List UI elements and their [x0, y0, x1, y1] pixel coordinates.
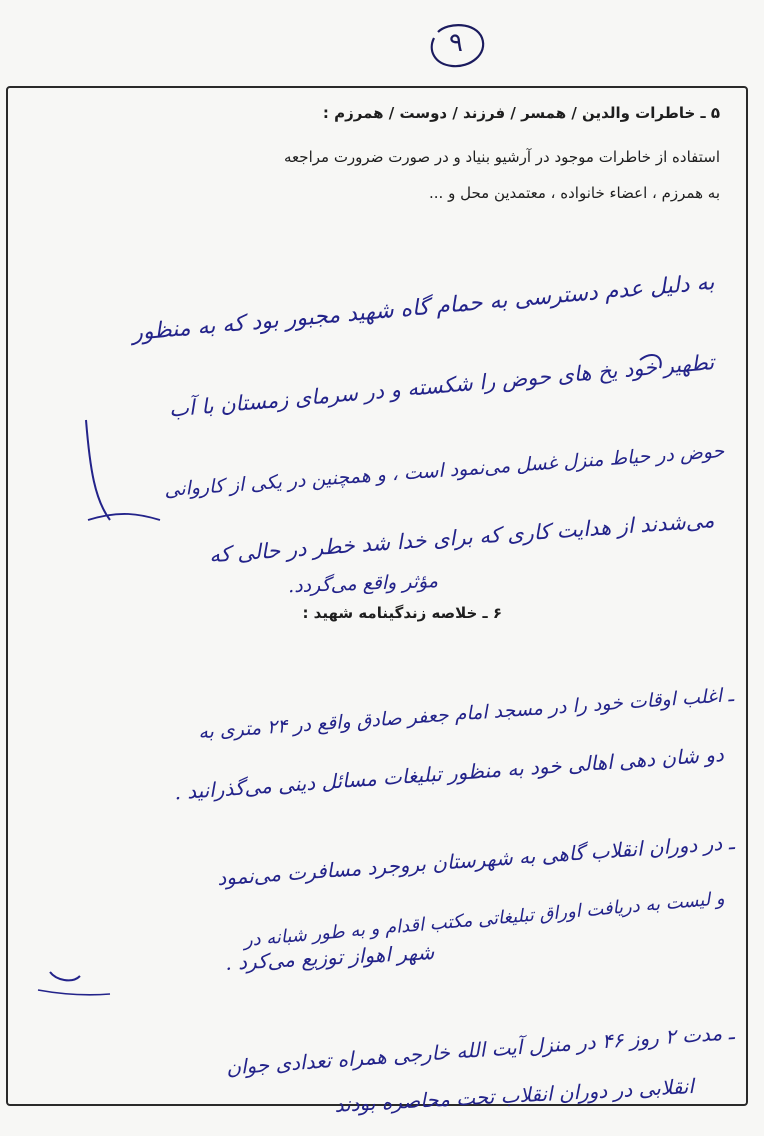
section6-handwriting-line: دو شان دهی اهالی خود به منظور تبلیغات مسائل دینی می‌گذرانید . — [173, 742, 725, 805]
flourish-mark — [88, 514, 160, 520]
section5-instruction-1: استفاده از خاطرات موجود در آرشیو بنیاد و در صورت ضرورت مراجعه — [284, 148, 720, 166]
flourish-mark — [38, 990, 110, 995]
section6-handwriting-line: ـ اغلب اوقات خود را در مسجد امام جعفر صادق واقع در ۲۴ متری به — [197, 684, 735, 744]
section5-handwriting-line: می‌شدند از هدایت کاری که برای خدا شد خطر در حالی که — [208, 508, 715, 568]
section5-handwriting-line: به دلیل عدم دسترسی به حمام گاه شهید مجبور بود که به منظور — [130, 270, 716, 346]
page-number-text: ۹ — [449, 28, 463, 58]
section5-heading: ۵ ـ خاطرات والدین / همسر / فرزند / دوست / همرزم : — [322, 104, 720, 122]
section6-handwriting-line: ـ مدت ۲ روز ۴۶ در منزل آیت الله خارجی همراه تعدادی جوان — [225, 1020, 735, 1080]
section6-handwriting-line: ـ در دوران انقلاب گاهی به شهرستان بروجرد مسافرت می‌نمود — [216, 830, 735, 891]
section5-handwriting-line: حوض در حیاط منزل غسل می‌نمود است ، و همچنین در یکی از کاروانی — [163, 440, 725, 502]
flourish-mark — [640, 355, 661, 368]
section6-heading: ۶ ـ خلاصه زندگینامه شهید : — [302, 604, 502, 622]
flourish-mark — [86, 420, 110, 520]
section5-instruction-2: به همرزم ، اعضاء خانواده ، معتمدین محل و ... — [429, 184, 720, 202]
section5-handwriting-line: مؤثر واقع می‌گردد. — [287, 570, 439, 598]
flourish-mark — [50, 972, 80, 980]
section6-handwriting-line: و لیست به دریافت اوراق تبلیغاتی مکتب اقدام و به طور شبانه در — [242, 888, 725, 952]
section5-handwriting-line: تطهیر خود یخ های حوض را شکسته و در سرمای زمستان با آب — [168, 350, 716, 422]
section6-handwriting-line: انقلابی در دوران انقلاب تحت محاصره بودند — [334, 1074, 695, 1117]
section6-handwriting-line: شهر اهواز توزیع می‌کرد . — [224, 940, 435, 975]
